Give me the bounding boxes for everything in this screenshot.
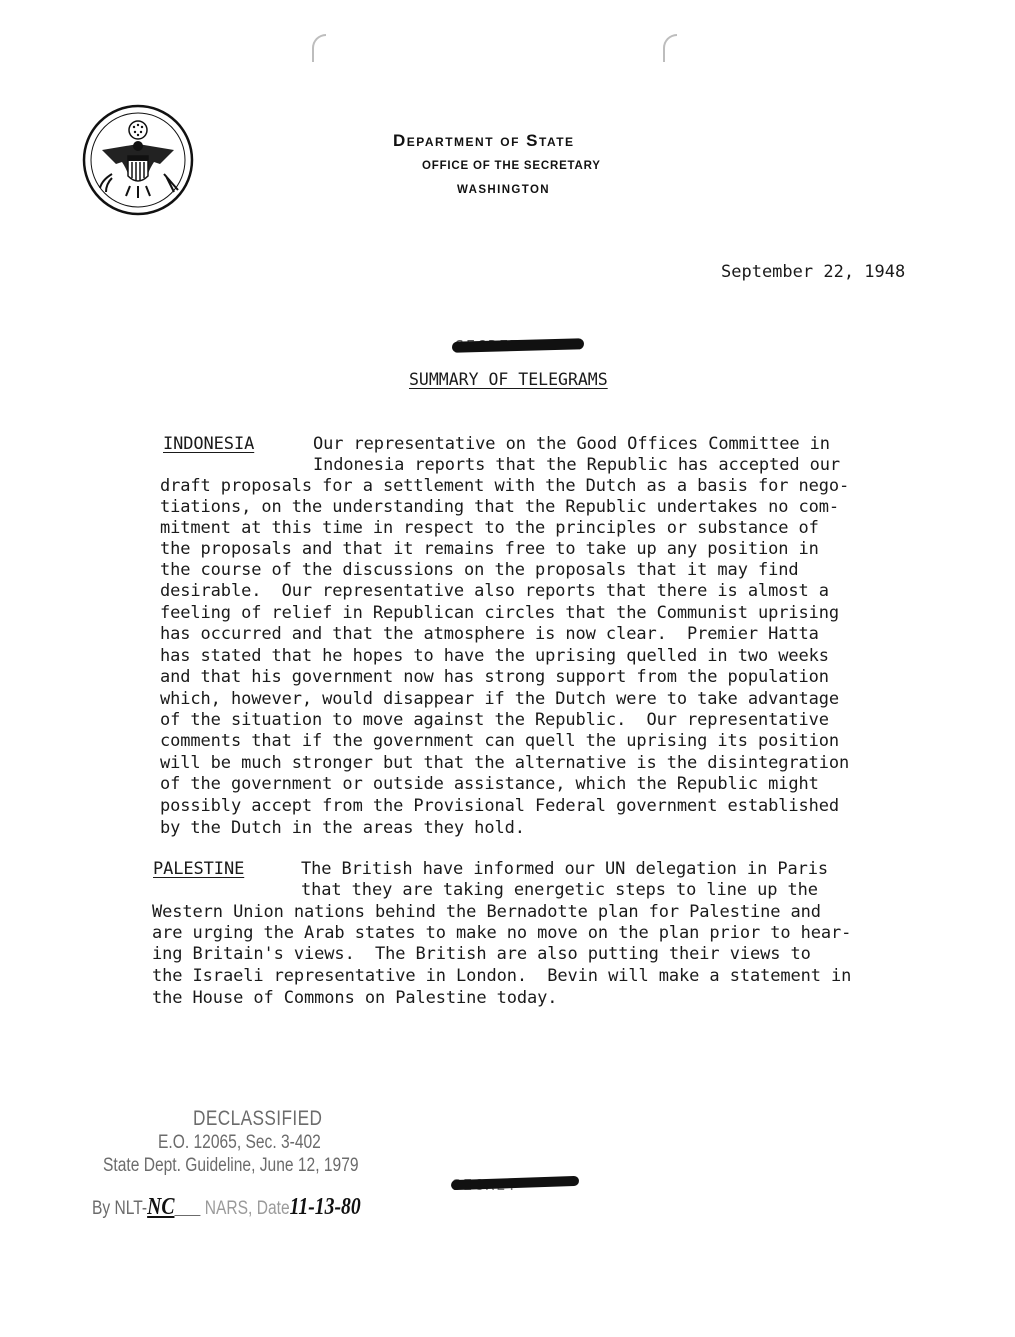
- letterhead-city: WASHINGTON: [457, 184, 551, 196]
- stamp-handwritten-initials: NC: [147, 1194, 175, 1220]
- palestine-line: are urging the Arab states to make no move on the plan prior to hear-: [152, 923, 852, 943]
- indonesia-line: which, however, would disappear if the Dutch were to take advantage: [160, 689, 840, 709]
- declassified-stamp-order: E.O. 12065, Sec. 3-402: [158, 1132, 321, 1153]
- indonesia-line: will be much stronger but that the alternative is the disintegration: [160, 753, 850, 773]
- indonesia-line: desirable. Our representative also reports that there is almost a: [160, 581, 829, 601]
- palestine-line: the Israeli representative in London. Bevin will make a statement in: [152, 966, 852, 986]
- scan-mark: [312, 34, 326, 62]
- indonesia-line: Indonesia reports that the Republic has accepted our: [313, 455, 841, 475]
- redaction-strike-top: [452, 338, 584, 352]
- indonesia-line: mitment at this time in respect to the principles or substance of: [160, 518, 819, 538]
- indonesia-line: of the government or outside assistance, which the Republic might: [160, 774, 819, 794]
- indonesia-line: possibly accept from the Provisional Federal government established: [160, 796, 840, 816]
- stamp-handwritten-date: 11-13-80: [289, 1194, 361, 1220]
- palestine-line: Western Union nations behind the Bernadotte plan for Palestine and: [152, 902, 821, 922]
- indonesia-line: the proposals and that it remains free to take up any position in: [160, 539, 819, 559]
- stamp-by-prefix: By NLT-: [92, 1198, 148, 1219]
- indonesia-line: the course of the discussions on the proposals that it may find: [160, 560, 799, 580]
- indonesia-line: has occurred and that the atmosphere is now clear. Premier Hatta: [160, 624, 819, 644]
- indonesia-line: of the situation to move against the Republic. Our representative: [160, 710, 829, 730]
- indonesia-line: by the Dutch in the areas they hold.: [160, 818, 525, 838]
- indonesia-line: Our representative on the Good Offices Committee in: [313, 434, 830, 454]
- letterhead-office: OFFICE OF THE SECRETARY: [422, 160, 601, 172]
- indonesia-line: draft proposals for a settlement with the Dutch as a basis for nego-: [160, 476, 850, 496]
- palestine-line: that they are taking energetic steps to line up the: [301, 880, 818, 900]
- declassified-stamp-authority: [92, 1194, 361, 1221]
- department-seal-icon: [82, 104, 194, 216]
- scan-mark: [663, 34, 677, 62]
- indonesia-line: comments that if the government can quell the uprising its position: [160, 731, 840, 751]
- indonesia-line: and that his government now has strong support from the population: [160, 667, 829, 687]
- declassified-stamp-guideline: State Dept. Guideline, June 12, 1979: [103, 1155, 359, 1176]
- letterhead-department: Department of State: [393, 131, 575, 150]
- indonesia-line: feeling of relief in Republican circles that the Communist uprising: [160, 603, 840, 623]
- topic-indonesia: INDONESIA: [163, 434, 255, 454]
- palestine-line: ing Britain's views. The British are also putting their views to: [152, 944, 811, 964]
- palestine-line: the House of Commons on Palestine today.: [152, 988, 558, 1008]
- indonesia-line: has stated that he hopes to have the uprising quelled in two weeks: [160, 646, 829, 666]
- document-heading: SUMMARY OF TELEGRAMS: [409, 370, 608, 389]
- indonesia-line: tiations, on the understanding that the Republic undertakes no com-: [160, 497, 840, 517]
- topic-palestine: PALESTINE: [153, 859, 245, 879]
- palestine-line: The British have informed our UN delegation in Paris: [301, 859, 829, 879]
- stamp-nars-date-label: NARS, Date: [204, 1198, 290, 1219]
- declassified-stamp-title: DECLASSIFIED: [193, 1107, 323, 1130]
- document-date: September 22, 1948: [721, 262, 906, 282]
